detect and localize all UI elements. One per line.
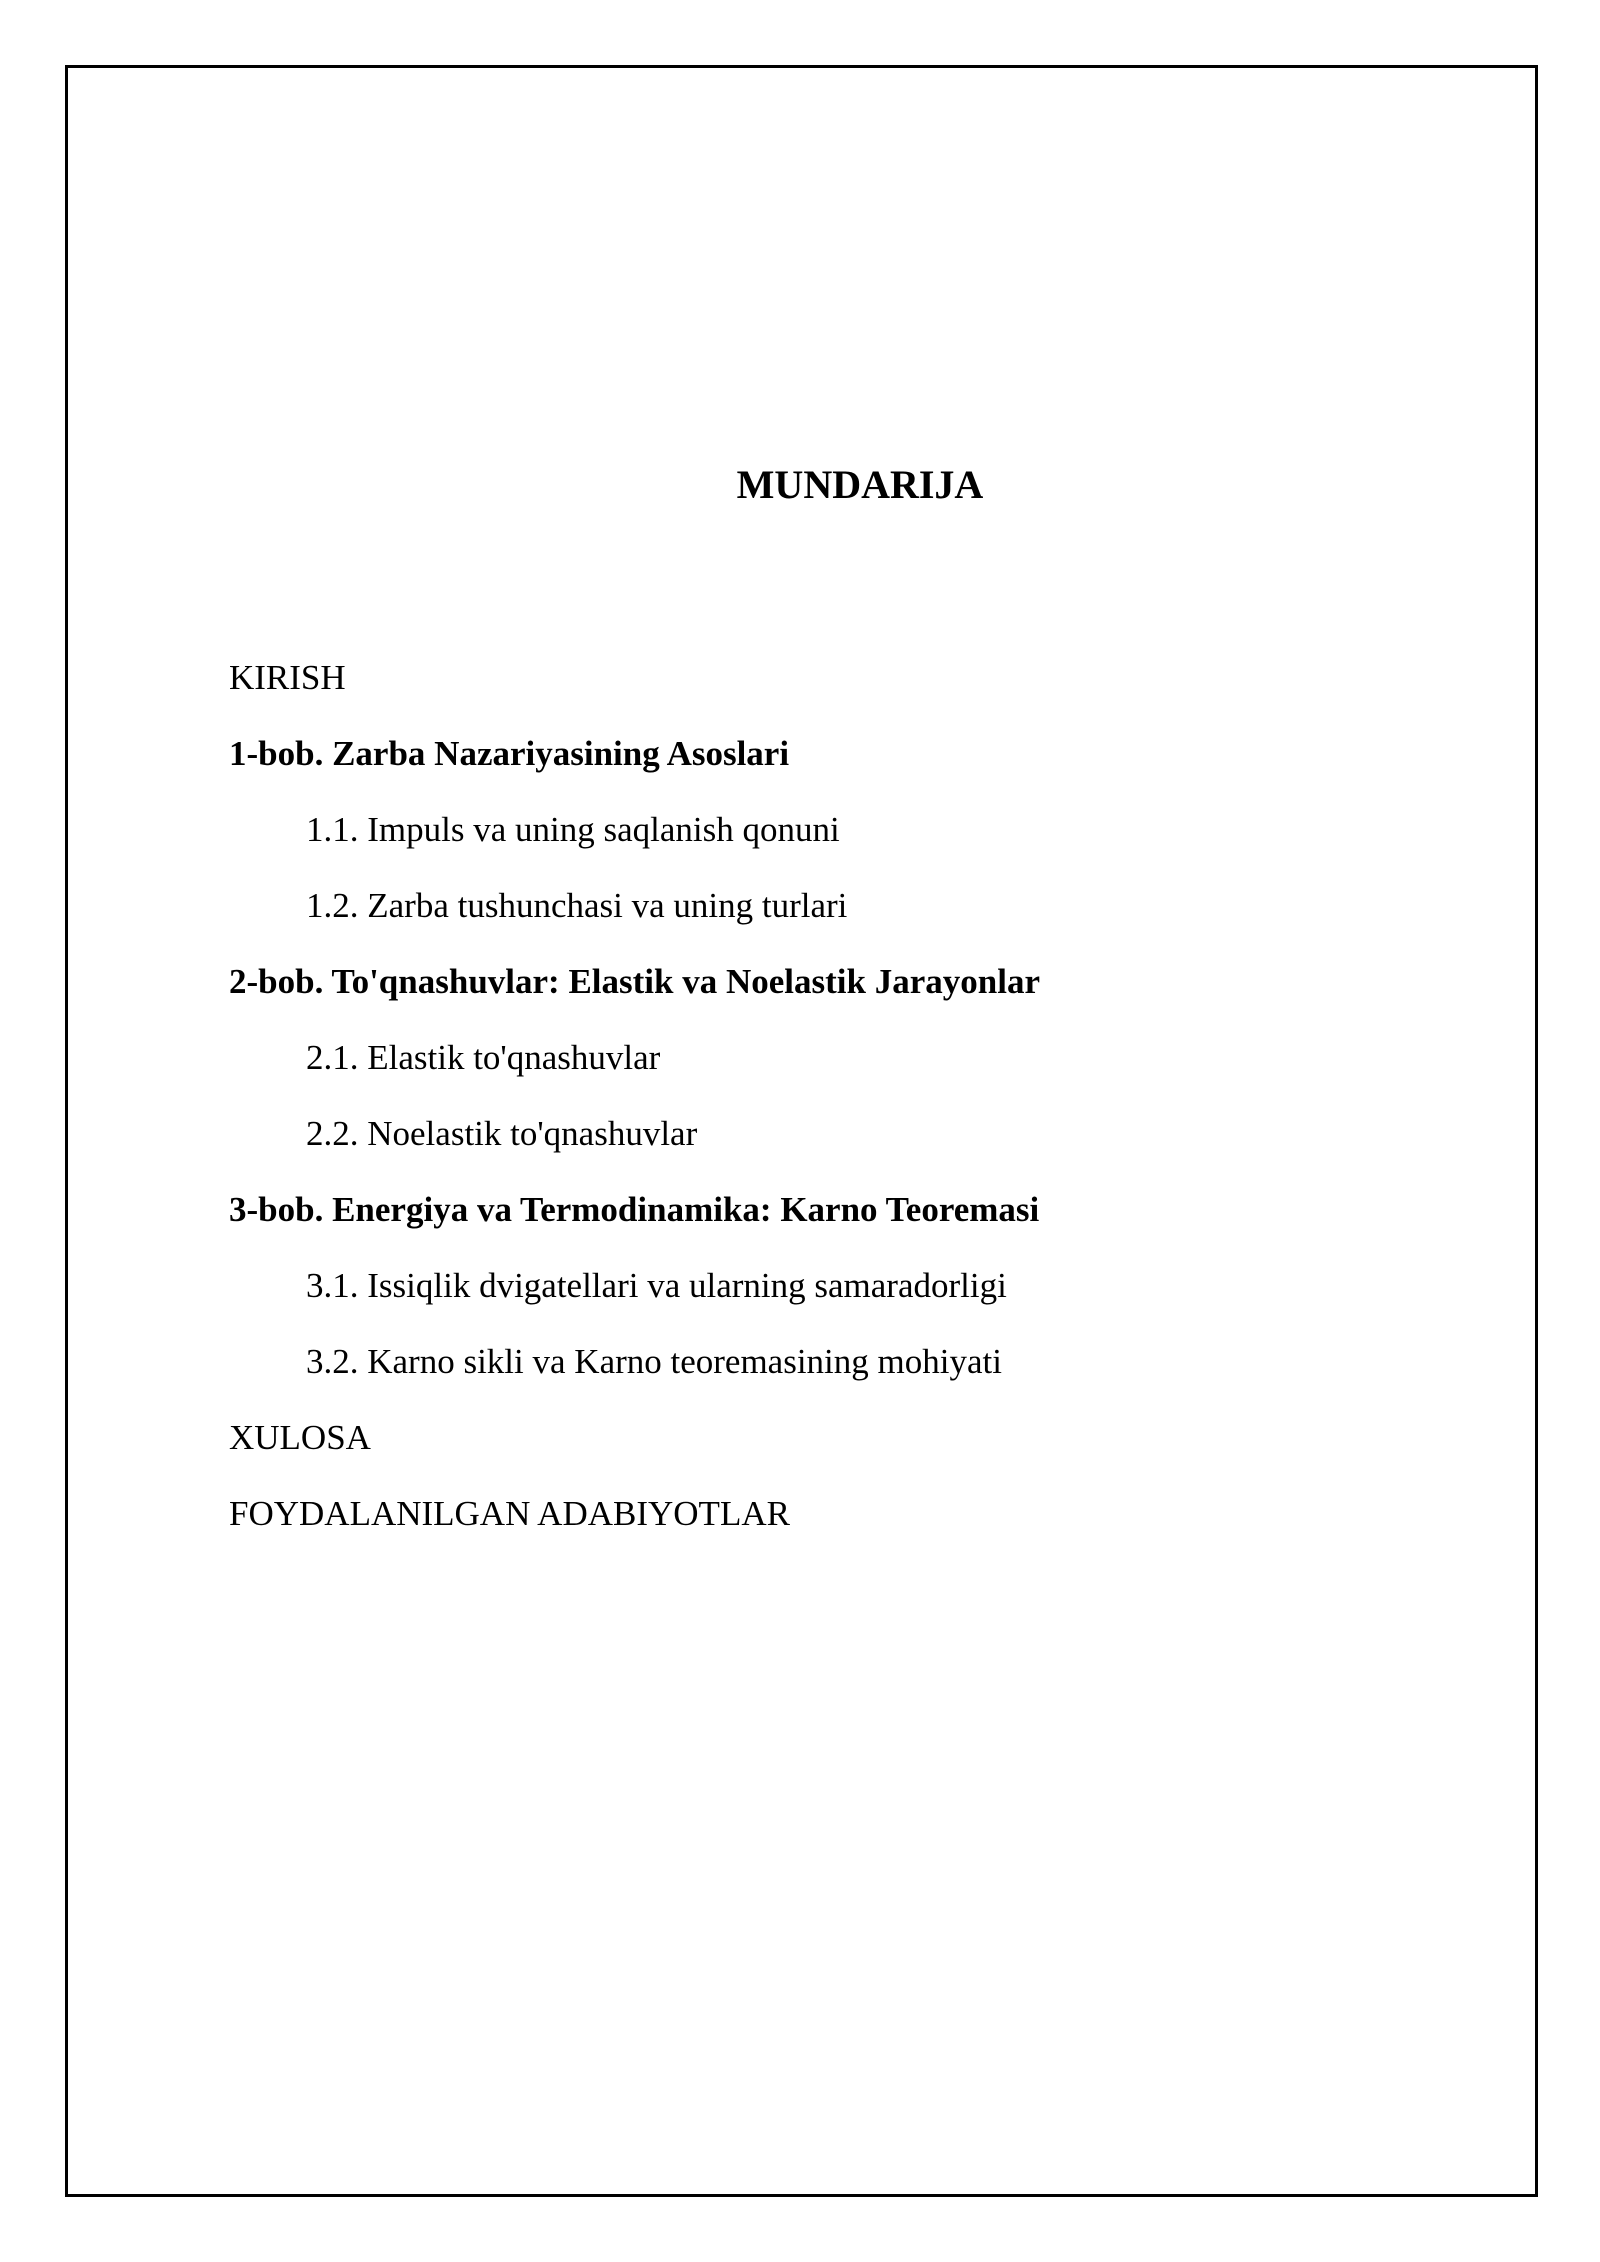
page-title: MUNDARIJA [736,462,984,507]
toc-section-3-1: 3.1. Issiqlik dvigatellari va ularning samaradorligi [306,1266,1007,1305]
toc-section-2-2: 2.2. Noelastik to'qnashuvlar [306,1114,698,1153]
toc-section-1-1: 1.1. Impuls va uning saqlanish qonuni [306,810,840,849]
toc-chapter-3: 3-bob. Energiya va Termodinamika: Karno Teoremasi [229,1190,1040,1229]
toc-section-3-2: 3.2. Karno sikli va Karno teoremasining mohiyati [306,1342,1002,1381]
table-of-contents [229,640,1479,1552]
toc-item-references: FOYDALANILGAN ADABIYOTLAR [229,1494,790,1533]
toc-item-conclusion: XULOSA [229,1418,371,1457]
toc-item-introduction: KIRISH [229,658,346,697]
toc-section-2-1: 2.1. Elastik to'qnashuvlar [306,1038,661,1077]
toc-chapter-2: 2-bob. To'qnashuvlar: Elastik va Noelastik Jarayonlar [229,962,1040,1001]
toc-chapter-1: 1-bob. Zarba Nazariyasining Asoslari [229,734,790,773]
toc-section-1-2: 1.2. Zarba tushunchasi va uning turlari [306,886,848,925]
